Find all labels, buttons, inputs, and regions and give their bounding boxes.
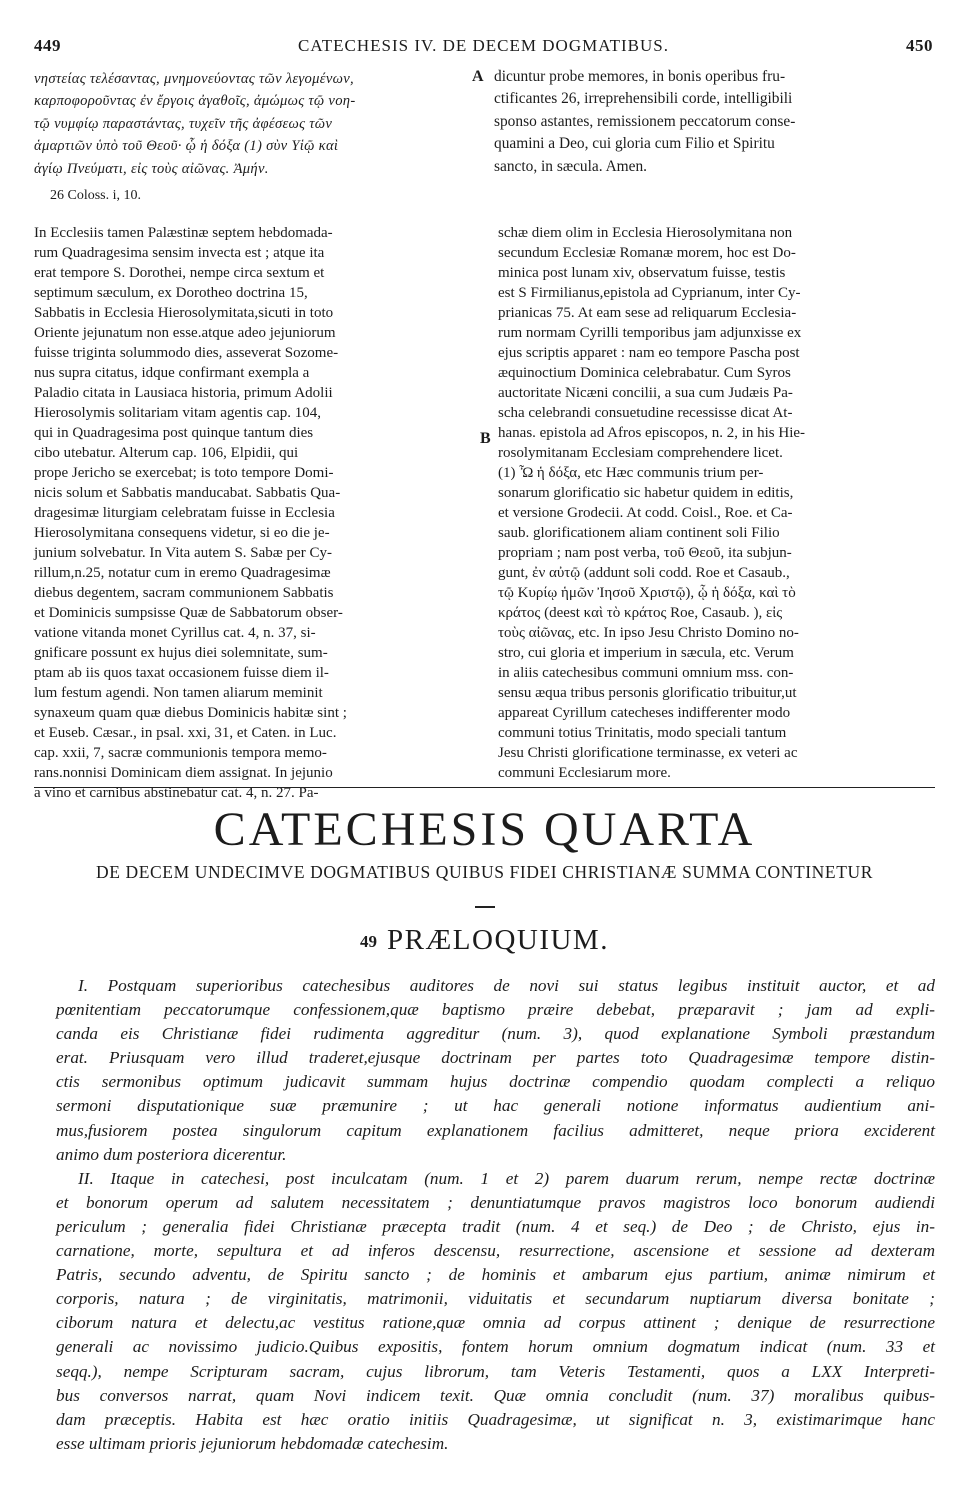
note-line: vatione vitanda monet Cyrillus cat. 4, n. 37, si- — [34, 625, 316, 641]
right-page-number: 450 — [906, 36, 933, 55]
greek-line: ἁγίῳ Πνεύματι, εἰς τοὺς αἰῶνας. Ἀμήν. — [34, 160, 269, 177]
body-line: periculum ; generalia fidei Christianæ præcepta tradit (num. 4 et seq.) de Deo ; de Christo, ejus in- — [56, 1216, 935, 1236]
note-line: fuisse triginta solummodo dies, asseverat Sozome- — [34, 345, 339, 361]
note-line: nicis solum et Sabbatis manducabat. Sabbatis Qua- — [34, 485, 341, 501]
note-line: rillum,n.25, notatur cum in eremo Quadragesimæ — [34, 565, 331, 581]
note-line: a vino et carnibus abstinebatur cat. 4, n. 27. Pa- — [34, 785, 319, 801]
note-right-column-a — [498, 223, 934, 463]
latin-line: sponso astantes, remissionem peccatorum conse- — [494, 112, 796, 130]
body-line: canda eis Christianæ fidei rudimenta aggreditur (num. 3), quod explanatione Symboli præstandum — [56, 1024, 935, 1044]
body-line: mus,fusiorem postea singulorum capitum explanationem facilius admitteret, neque priora exciderent — [56, 1120, 935, 1140]
body-line: Patris, secundo adventu, de Spiritu sancto ; de hominis et ambarum ejus partium, animæ nimirum et — [56, 1265, 935, 1285]
section-title: PRÆLOQUIUM. — [387, 924, 609, 956]
note-line: communi Ecclesiarum more. — [498, 765, 671, 781]
note-line: rosolymitanam Ecclesiam comprehendere licet. — [498, 445, 783, 461]
note-line: Paladio citata in Lausiaca historia, primum Adolii — [34, 385, 333, 401]
latin-line: quamini a Deo, cui gloria cum Filio et Spiritu — [494, 135, 775, 153]
body-line: animo dum posteriora dicerentur. — [56, 1144, 287, 1164]
note-line: erat tempore S. Dorothei, nempe circa sextum et — [34, 265, 325, 281]
note-line: rans.nonnisi Dominicam diem assignat. In jejunio — [34, 765, 333, 781]
note-right-column-b — [498, 463, 934, 783]
note-line: sonarum glorificatio sic habetur quidem in editis, — [498, 485, 794, 501]
section-heading — [0, 924, 969, 957]
note-line: propriam ; nam post verba, τοῦ Θεοῦ, ita subjun- — [498, 545, 792, 561]
note-line: prianicas 75. At eam sese ad reliquarum Ecclesia- — [498, 305, 797, 321]
note-line: Jesu Christi glorificatione terminasse, ex veteri ac — [498, 745, 798, 761]
body-line: corporis, natura ; de virginitatis, matrimonii, viduitatis et secundarum nuptiarum diversa bonitate ; — [56, 1289, 935, 1309]
body-line: sermoni disputationique suæ præmunire ; ut hac generali notione informatus audientium ani- — [56, 1096, 935, 1116]
latin-line: ctificantes 26, irreprehensibili corde, intelligibili — [494, 90, 793, 108]
note-line: Oriente jejunatum non esse.atque adeo jejuniorum — [34, 325, 336, 341]
note-line: qui in Quadragesima post quinque tantum dies — [34, 425, 314, 441]
title-dash — [475, 906, 495, 908]
body-line: et bonorum operum ad salutem necessitatem ; denuntiatumque pravos magistros loco bonorum audiendi — [56, 1192, 935, 1212]
note-line: nus supra citatus, idque confirmant exempla a — [34, 365, 310, 381]
column-marker-b: B — [480, 430, 491, 447]
note-line: schæ diem olim in Ecclesia Hierosolymitana non — [498, 225, 793, 241]
subtitle: DE DECEM UNDECIMVE DOGMATIBUS QUIBUS FIDEI CHRISTIANÆ SUMMA CONTINETUR — [95, 862, 874, 882]
note-line: in aliis catechesibus communi omnium mss. con- — [498, 665, 794, 681]
note-line: et versione Grodecii. At codd. Coisl., Roe. et Ca- — [498, 505, 793, 521]
body-line: ciborum natura et delectu,ac vestitus ratione,quæ omnia ad corpus attinent ; denique de resurrectione — [56, 1313, 935, 1333]
note-line: sensu æqua tribus personis glorificatio tribuitur,ut — [498, 685, 797, 701]
body-line: dam præceptis. Habita est hæc oratio initiis Quadragesimæ, ut significat n. 3, existimarimque hanc — [56, 1409, 935, 1429]
note-line: communi totius Trinitatis, modo speciali tantum — [498, 725, 787, 741]
note-line: lum festum agendi. Non tamen aliarum meminit — [34, 685, 323, 701]
note-line: et Euseb. Cæsar., in psal. xxi, 31, et Caten. in Luc. — [34, 725, 337, 741]
body-line: II. Itaque in catechesi, post inculcatam (num. 1 et 2) parem duarum rerum, nempe rectæ doctrinæ — [78, 1168, 935, 1188]
body-line: seqq.), nempe Scripturam sacram, cujus librorum, tam Veteris Testamenti, quos a LXX Interpreti- — [56, 1361, 935, 1381]
greek-line: νηστείας τελέσαντας, μνημονεύοντας τῶν λεγομένων, — [34, 71, 354, 87]
note-line: junium solvebatur. In Vita autem S. Sabæ per Cy- — [34, 545, 332, 561]
body-line: pœnitentiam peccatorumque confessionem,quæ baptismo præire debebat, præparavit ; jam ad expli- — [56, 1000, 935, 1020]
note-line: τῷ Κυρίῳ ἡμῶν Ἰησοῦ Χριστῷ), ᾧ ἡ δόξα, καὶ τὸ — [498, 585, 796, 601]
greek-line: ἁμαρτιῶν ὑπὸ τοῦ Θεοῦ· ᾧ ἡ δόξα (1) σὺν Υἱῷ καὶ — [34, 138, 339, 155]
body-line: bus conversos narrat, quam Novi indicem texit. Quæ omnia concludit (num. 37) moralibus quibus- — [56, 1385, 935, 1405]
greek-line: καρποφοροῦντας ἐν ἔργοις ἀγαθοῖς, ἀμώμως τῷ νοη- — [34, 93, 356, 110]
note-left-column — [34, 223, 474, 803]
note-line: Hierosolymis solitariam vitam agentis cap. 104, — [34, 405, 322, 421]
note-line: minica post lunam xiv, observatum fuisse, testis — [498, 265, 786, 281]
running-header — [34, 36, 933, 58]
note-line: est S Firmilianus,epistola ad Cyprianum, inter Cy- — [498, 285, 801, 301]
note-line: secundum Ecclesiæ Romanæ morem, hoc est Do- — [498, 245, 796, 261]
left-page-number: 449 — [34, 36, 61, 55]
note-line: diebus degentem, sacram communionem Sabbatis — [34, 585, 334, 601]
note-line: appareat Cyrillum catecheses indifferenter modo — [498, 705, 791, 721]
note-line: prope Jericho se exercebat; is toto tempore Domi- — [34, 465, 334, 481]
note-line: dragesimæ liturgiam celebratam fuisse in Ecclesia — [34, 505, 335, 521]
latin-line: dicuntur probe memores, in bonis operibus fru- — [494, 68, 786, 85]
body-line: I. Postquam superioribus catechesibus auditores de novi sui status legibus instituit auctor, et ad — [78, 976, 935, 995]
greek-line: τῷ νυμφίῳ παραστάντας, τυχεῖν τῆς ἀφέσεως τῶν — [34, 115, 333, 132]
note-line: gunt, ἐν αὐτῷ (addunt soli codd. Roe et Casaub., — [498, 565, 790, 581]
running-title: CATECHESIS IV. DE DECEM DOGMATIBUS. — [298, 36, 669, 55]
latin-translation-block — [494, 66, 934, 178]
note-line: septimum sæculum, ex Dorotheo doctrina 15, — [34, 285, 308, 301]
section-number: 49 — [360, 932, 378, 952]
note-line: In Ecclesiis tamen Palæstinæ septem hebdomada- — [34, 225, 333, 241]
section-divider — [34, 787, 935, 788]
note-line: saub. glorificationem aliam continent soli Filio — [498, 525, 780, 541]
note-line: κράτος (deest καὶ τὸ κράτος Roe, Casaub. ), εἰς — [498, 605, 783, 621]
note-line: Sabbatis in Ecclesia Hierosolymitata,sicuti in toto — [34, 305, 334, 321]
note-line: cap. xxii, 7, sacræ communionis tempora memo- — [34, 745, 327, 761]
body-line: generali ac novissimo judicio.Quibus expositis, fontem horum omnium dogmatum indicat (num. 33 et — [56, 1337, 935, 1357]
note-line: æquinoctium Dominica celebrabatur. Cum Syros — [498, 365, 791, 381]
note-line: et Dominicis sumpsisse Quæ de Sabbatorum obser- — [34, 605, 343, 621]
greek-footnote: 26 Coloss. i, 10. — [50, 188, 142, 203]
note-line: τοὺς αἰῶνας, etc. In ipso Jesu Christo Domino no- — [498, 625, 799, 641]
latin-line: sancto, in sæcula. Amen. — [494, 157, 648, 175]
note-line: rum Quadragesima sensim invecta est ; atque ita — [34, 245, 325, 261]
note-line: auctoritate Nicæni concilii, a sua cum Judæis Pa- — [498, 385, 793, 401]
body-line: erat. Priusquam vero illud traderet,ejusque doctrinam per partes toto Quadragesimæ tempore distin- — [56, 1048, 935, 1068]
preloquium-body — [56, 974, 935, 1456]
greek-text-block — [34, 68, 466, 180]
note-line: stro, cui gloria et imperium in sæcula, etc. Verum — [498, 645, 794, 661]
body-line: ctis sermonibus optimum judicavit summam hujus doctrinæ compendio quodam complecti a reliquo — [56, 1072, 935, 1092]
note-line: ejus scriptis apparet : nam eo tempore Pascha post — [498, 345, 800, 361]
note-line: gnificare possunt ex hujus diei solemnitate, sum- — [34, 645, 328, 661]
note-line: cibo utebatur. Alterum cap. 106, Elpidii, qui — [34, 445, 299, 461]
note-line: Hierosolymitana consequens videtur, si eo die je- — [34, 525, 330, 541]
main-title: CATECHESIS QUARTA — [213, 803, 756, 856]
note-line: hanas. epistola ad Afros episcopos, n. 2, in his Hie- — [498, 425, 806, 441]
note-line: scha celebrandi consuetudine recessisse dicat At- — [498, 405, 793, 421]
note-line: synaxeum quam quæ diebus Dominicis habitæ sint ; — [34, 705, 347, 721]
note-line: (1) Ὦ ἡ δόξα, etc Hæc communis trium per- — [498, 465, 764, 481]
note-line: rum normam Cyrilli temporibus jam adjunxisse ex — [498, 325, 802, 341]
note-line: ptam ab iis quos taxat occasionem fuisse diem il- — [34, 665, 329, 681]
body-line: esse ultimam prioris jejuniorum hebdomadæ catechesim. — [56, 1433, 449, 1453]
body-line: carnatione, morte, sepultura et ad inferos descensu, resurrectione, ascensione et sessione ad dexteram — [56, 1241, 935, 1261]
column-marker-a: A — [472, 68, 484, 85]
